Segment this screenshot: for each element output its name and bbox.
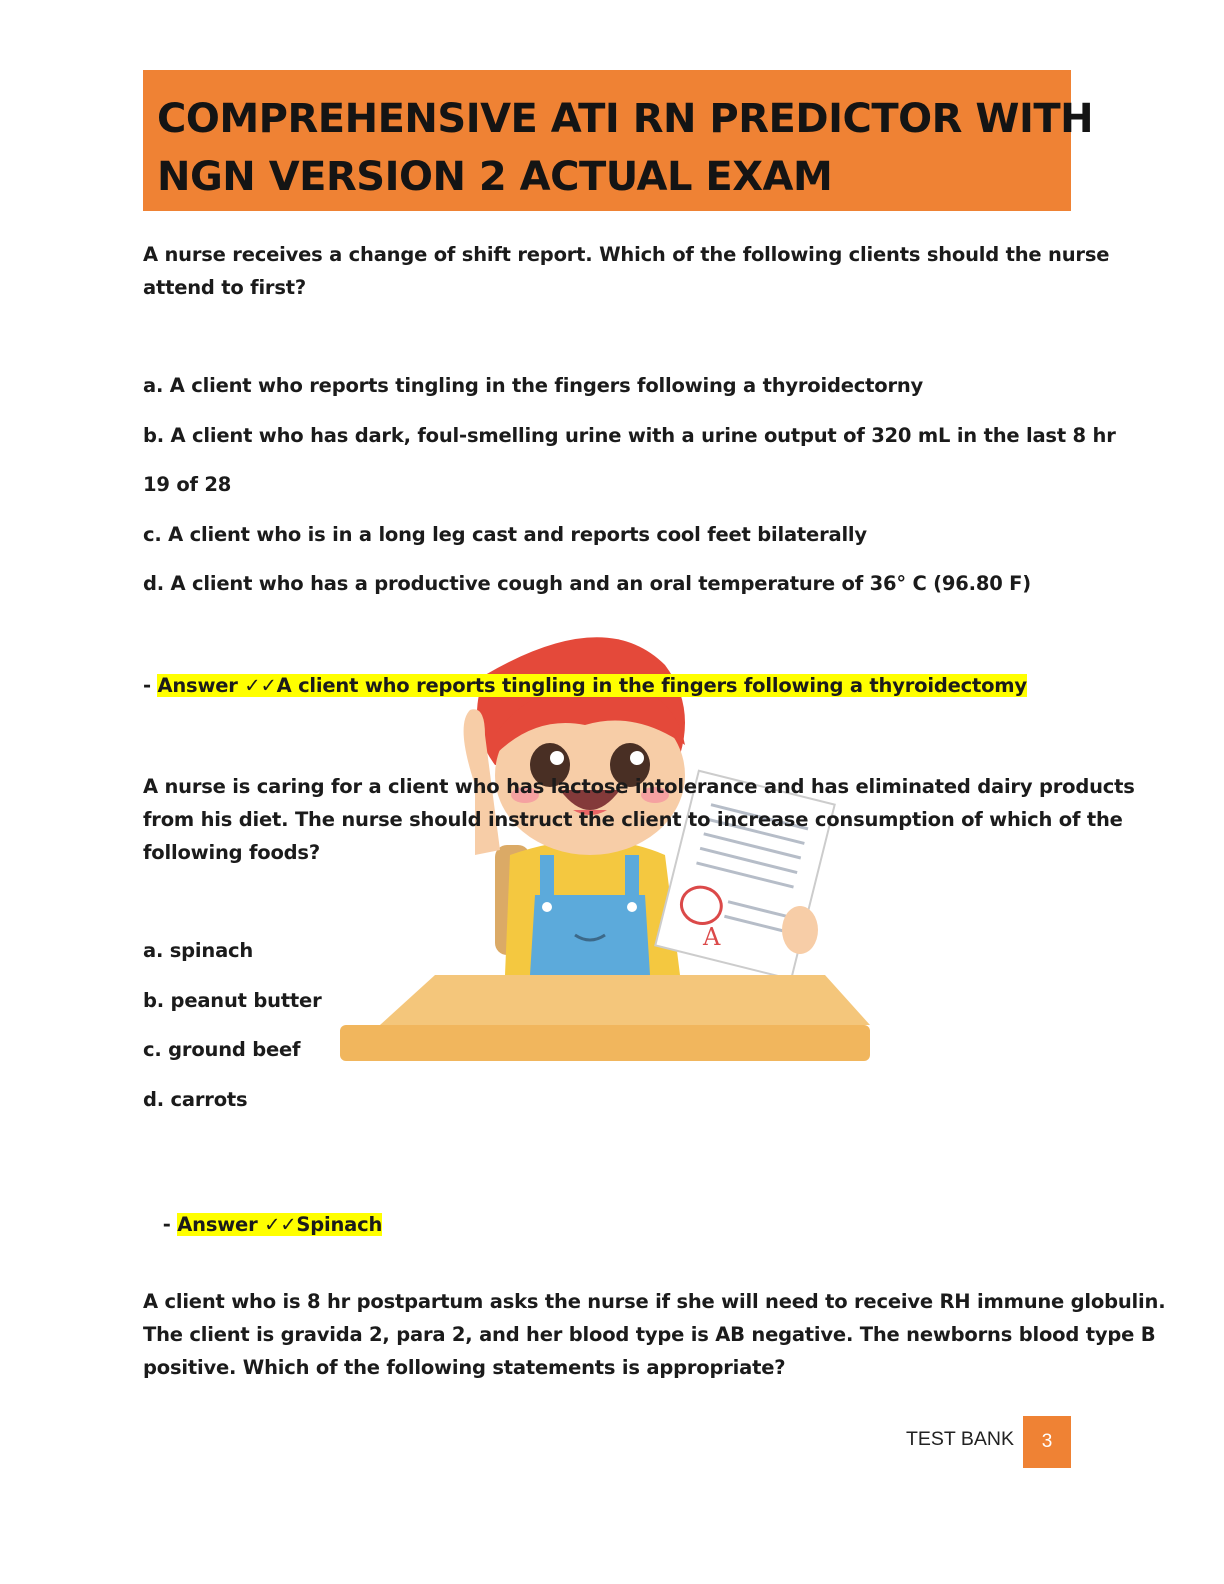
question-2-answer-prefix: - [156,1213,178,1236]
question-1-option-a: a. A client who reports tingling in the fingers following a thyroidectorny [143,374,924,397]
page-marker: 19 of 28 [143,473,232,496]
question-1-answer-row [143,674,1027,697]
question-1-option-b: b. A client who has dark, foul-smelling urine with a urine output of 320 mL in the last 8 hr [143,424,1116,447]
question-2-option-b: b. peanut butter [143,989,322,1012]
question-2-stem-line-1: A nurse is caring for a client who has lactose intolerance and has eliminated dairy products [143,775,1135,798]
question-2-answer-row [143,1190,382,1236]
document-title-banner [143,70,1094,211]
question-1-option-d: d. A client who has a productive cough and an oral temperature of 36° C (96.80 F) [143,572,1031,595]
question-2-option-a: a. spinach [143,939,254,962]
footer-page-number: 3 [1023,1416,1071,1468]
grade-letter-text: A [703,923,721,951]
question-2-option-c: c. ground beef [143,1038,301,1061]
question-3-stem-line-2: The client is gravida 2, para 2, and her blood type is AB negative. The newborns blood type B [143,1323,1156,1346]
question-2-option-d: d. carrots [143,1088,248,1111]
question-1-answer-highlight: Answer ✓✓A client who reports tingling in the fingers following a thyroidectomy [157,674,1027,697]
question-2-stem-line-3: following foods? [143,841,320,864]
document-title-line-1: COMPREHENSIVE ATI RN PREDICTOR WITH [157,96,1094,142]
question-1-stem-line-1: A nurse receives a change of shift report. Which of the following clients should the nurse [143,243,1110,266]
question-1-answer-prefix: - [143,674,158,697]
question-1-option-c: c. A client who is in a long leg cast and reports cool feet bilaterally [143,523,867,546]
question-3-stem-line-3: positive. Which of the following statements is appropriate? [143,1356,786,1379]
document-title-line-2: NGN VERSION 2 ACTUAL EXAM [157,154,833,200]
question-3-stem-line-1: A client who is 8 hr postpartum asks the nurse if she will need to receive RH immune globulin. [143,1290,1166,1313]
footer-test-bank-label: TEST BANK [906,1428,1015,1450]
question-2-answer-highlight: Answer ✓✓Spinach [177,1213,383,1236]
question-2-stem-line-2: from his diet. The nurse should instruct the client to increase consumption of which of the [143,808,1123,831]
question-1-stem-line-2: attend to first? [143,276,306,299]
